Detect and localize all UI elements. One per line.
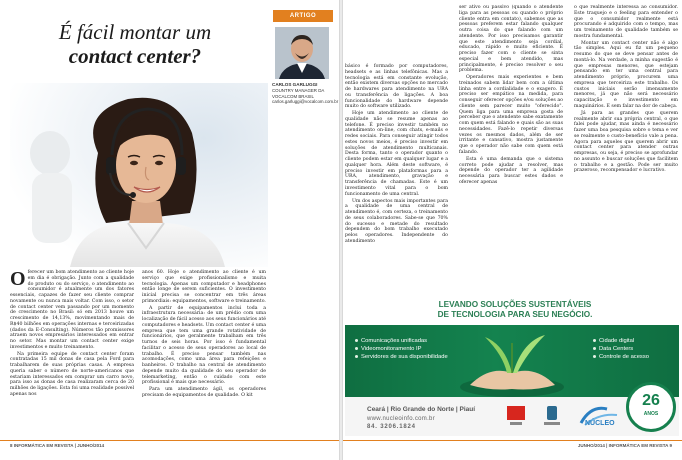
bullet-icon bbox=[593, 355, 596, 358]
bullet-icon bbox=[355, 347, 358, 350]
headline-line1: É fácil montar um bbox=[58, 20, 212, 44]
left-page-footer: 8 INFORMÁTICA EM REVISTA | JUNHO/2014 bbox=[10, 443, 105, 448]
author-name: CARLOS GARLUGGI bbox=[272, 82, 318, 87]
ad-feature-label: Controle de acesso bbox=[599, 354, 649, 360]
bullet-icon bbox=[355, 339, 358, 342]
ad-feature-label: Data Centers bbox=[599, 346, 634, 352]
footer-divider bbox=[343, 440, 682, 441]
paragraph: Montar um contact center não é algo tão simples. Aqui eu fiz um pequeno resumo do que se deve pensar antes de montá-lo. Na verdade, a minha sugestão é que empresas menores, que estejam pensando em ter uma central para atendimento próprio, procurem uma empresa que terceiriza este trabalho. Os custos iniciais serão imensamente menores, já que não será necessário capacitação e investimento em maquinários. E sem falar na dor de cabeça. bbox=[574, 40, 678, 109]
ad-feature-label: Comunicações unificadas bbox=[361, 338, 428, 344]
right-column-3 bbox=[574, 5, 678, 175]
paragraph: A partir de equipamentos inclui toda a infraestrutura necessária: de um prédio com uma localização de fácil acesso aos seus funcionários até computadores e headsets. Um contact center é uma empresa que tem uma grande rotatividade de funcionários, que geralmente trabalham em três turnos de seis horas. Por isso é fundamental facilitar o acesso de seus operadores ao local de trabalho. É preciso pensar também nas acomodações, como uma área para refeições e banheiros. O trabalho na central de atendimento depende muito da qualidade do seu operador de telemarketing, então o cuidado com este profissional é mais que necessário. bbox=[142, 305, 267, 386]
ad-feature-item bbox=[355, 337, 448, 345]
author-portrait-illustration bbox=[275, 27, 329, 79]
paragraph: Hoje um atendimento ao cliente de qualidade não se resume apenas ao telefone. É preciso investir também no atendimento on-line, com chats, e-mails e redes sociais. Para conseguir atingir todos estes novos meios, é preciso investir em soluções de atendimento multicanais. Desta forma, tanto o operador quanto o cliente podem estar em qualquer lugar e a qualquer hora. Além deste software, é preciso investir em plataformas para a URA, atendimento, gravação e transferência de chamadas. Este é um investimento vital para o bom funcionamento de uma central. bbox=[345, 111, 448, 197]
badge-number: 26 bbox=[642, 392, 660, 409]
ad-feature-label: Videomonitoramento IP bbox=[361, 346, 422, 352]
bullet-icon bbox=[593, 339, 596, 342]
ad-feature-item bbox=[355, 353, 448, 361]
author-email: carlos.garluggi@vocalcom.com.br bbox=[272, 99, 339, 104]
ad-feature-label: Cidade digital bbox=[599, 338, 635, 344]
hero-photo-call-center-agent bbox=[10, 83, 268, 267]
paragraph: ferecer um bom atendimento ao cliente hoje em dia é obrigação. Junto com a qualidade do produto ou do serviço, o atendimento ao consumidor é atualmente um dos fatores essenciais, capazes de fazer seu cliente comprar novamente ou nunca mais voltar. Com isso, o setor de contact center vem passando por um momento de crescimento no Brasil: só em 2013 houve um crescimento de 14,13%, movimentando mais de R$40 bilhões em operações internas e terceirizadas (dados da E-Consulting). Números tão promissores atraem novos empresários interessados em entrar no setor. Mas montar um contact center exige investimentos e muito treinamento. bbox=[10, 270, 134, 350]
bullet-icon bbox=[593, 347, 596, 350]
article-headline bbox=[40, 20, 230, 68]
ad-headline-line1: LEVANDO SOLUÇÕES SUSTENTÁVEIS bbox=[438, 300, 592, 309]
right-column-1 bbox=[345, 64, 448, 246]
paragraph: Operadores mais experientes e bem treinados sabem lidar bem com a última linha entre a cordialidade e o exagero. É preciso ser empático na medida, para conseguir oferecer opções e/ou soluções ao cliente sem parecer muito "oferecido". Quem liga para uma empresa gosta de perceber que o atendente sabe exatamente com quem está falando e quais são as suas necessidades. Fazê-lo repetir diversas vezes os mesmos dados, além de ser irritante e cansativo, mostra justamente que o operador não sabe com quem está falando. bbox=[459, 75, 563, 155]
paragraph: Esta é uma demanda que o sistema correto pode ajudar a resolver, mas depende do operador ter a agilidade necessária para buscar estes dados e oferecer apenas bbox=[459, 156, 563, 185]
ad-feature-item bbox=[593, 345, 649, 353]
ad-cities: Ceará | Rio Grande do Norte | Piauí bbox=[367, 406, 476, 413]
anniversary-badge bbox=[626, 382, 676, 432]
author-photo bbox=[275, 27, 329, 79]
paragraph: Para um atendimento ágil, os operadores precisam de equipamentos de qualidade. O kit bbox=[142, 387, 266, 399]
bullet-icon bbox=[355, 355, 358, 358]
ad-header bbox=[345, 284, 679, 325]
left-column-1 bbox=[10, 270, 134, 399]
author-byline bbox=[272, 82, 338, 105]
partner-logo-icon bbox=[541, 403, 563, 429]
ad-features-left bbox=[355, 337, 448, 361]
ad-headline-line2: DE TECNOLOGIA PARA SEU NEGÓCIO. bbox=[437, 310, 593, 319]
headline-line2: contact center? bbox=[68, 44, 202, 68]
paragraph: Na primeira equipe de contact center foram contratadas 15 mil donas de casa pela Ford para trabalharem de suas próprias casas. A empresa queria saber o número de norte-americanos que estariam interessados em comprar um carro novo, para isso as donas de casa realizaram cerca de 20 milhões de ligações. Esta foi uma realidade possível apenas nos bbox=[10, 351, 134, 397]
badge-unit: ANOS bbox=[643, 411, 659, 417]
paragraph: Um dos aspectos mais importantes para a qualidade de uma central de atendimento é, com certeza, o treinamento de seus colaboradores. Sabe-se que 70% do sucesso e metade do resultado dependem do bom trabalho executado pelos operadores. Independente do atendimento bbox=[345, 198, 448, 244]
right-page bbox=[343, 0, 682, 460]
nucleo-wordmark: NÚCLEO bbox=[585, 420, 615, 427]
nucleo-logo bbox=[577, 403, 627, 429]
paragraph: básico é formado por computadores, headsets e as linhas telefônicas. Mas a tecnologia está em constante evolução, então existem diversas opções no mercado de hardwares para atendimento na URA ou transferência de ligações. A boa funcionalidade do hardware depende muito do software utilizado. bbox=[345, 64, 448, 110]
ad-features-right bbox=[593, 337, 649, 361]
left-page bbox=[0, 0, 339, 460]
ad-feature-item bbox=[355, 345, 448, 353]
ad-green-band bbox=[345, 325, 679, 397]
paragraph: o que realmente interessa ao consumidor. Este traquejo e o feeling para entender o que o consumidor realmente está procurando é adquirido com o tempo, mas um treinamento de qualidade também se mostra fundamental. bbox=[574, 5, 678, 39]
drop-cap: O bbox=[10, 268, 26, 290]
paragraph: anos 60. Hoje o atendimento ao cliente é um serviço que exige profissionalismo e muita tecnologia. Apenas um computador e headphones então longe de serem suficientes. O investimento inicial precisa se concentrar em três áreas primordiais: equipamentos, software e treinamento. bbox=[142, 270, 266, 304]
right-page-footer: JUNHO/2014 | INFORMÁTICA EM REVISTA 9 bbox=[577, 443, 672, 448]
ad-headline bbox=[385, 300, 645, 320]
call-center-agent-illustration bbox=[10, 83, 268, 267]
paragraph: ser ativo ou passivo (quando o atendente liga para as pessoas ou quando o próprio cliente entra em contato), sabemos que as pessoas preferem estar falando qualquer outra coisa do que falando com um atendente. Por isso precisamos garantir que este atendimento seja cordial, educado, rápido e muito eficiente. É preciso fazer com o cliente se sinta especial e bem atendido, mas principalmente, é preciso resolver o seu problema. bbox=[459, 5, 563, 74]
partner-logo-equilibrium bbox=[541, 403, 563, 429]
author-role: COUNTRY MANAGER DA VOCALCOM BRASIL bbox=[272, 88, 325, 99]
right-column-2 bbox=[459, 5, 563, 187]
partner-logo-icon bbox=[505, 403, 527, 429]
ad-feature-item bbox=[593, 337, 649, 345]
ad-feature-label: Servidores de sua disponibilidade bbox=[361, 354, 448, 360]
partner-logo-n5 bbox=[505, 403, 527, 429]
ad-phone: 84. 3206.1824 bbox=[367, 424, 416, 430]
left-column-2 bbox=[142, 270, 266, 400]
footer-divider bbox=[0, 440, 339, 441]
leaf-hands-illustration bbox=[345, 325, 679, 397]
nucleo-advertisement[interactable] bbox=[345, 284, 679, 436]
paragraph: Já para as grandes que querem realmente abrir sua própria central, o que falei pode ajudar, mas ainda é necessário fazer uma boa pesquisa sobre o tema e ver se realmente o custo-benefício vale a pena. Agora para aqueles que querem abrir um contact center para atender outras empresas, ou seja, é preciso se aprofundar no assunto e buscar soluções que facilitem o trabalho e a gestão. Pode ser muito prazeroso, recompensador e lucrativo. bbox=[574, 110, 678, 174]
ad-website-link[interactable]: www.nucleoinfo.com.br bbox=[367, 416, 435, 422]
ad-feature-item bbox=[593, 353, 649, 361]
article-section-tag: ARTIGO bbox=[273, 10, 333, 22]
